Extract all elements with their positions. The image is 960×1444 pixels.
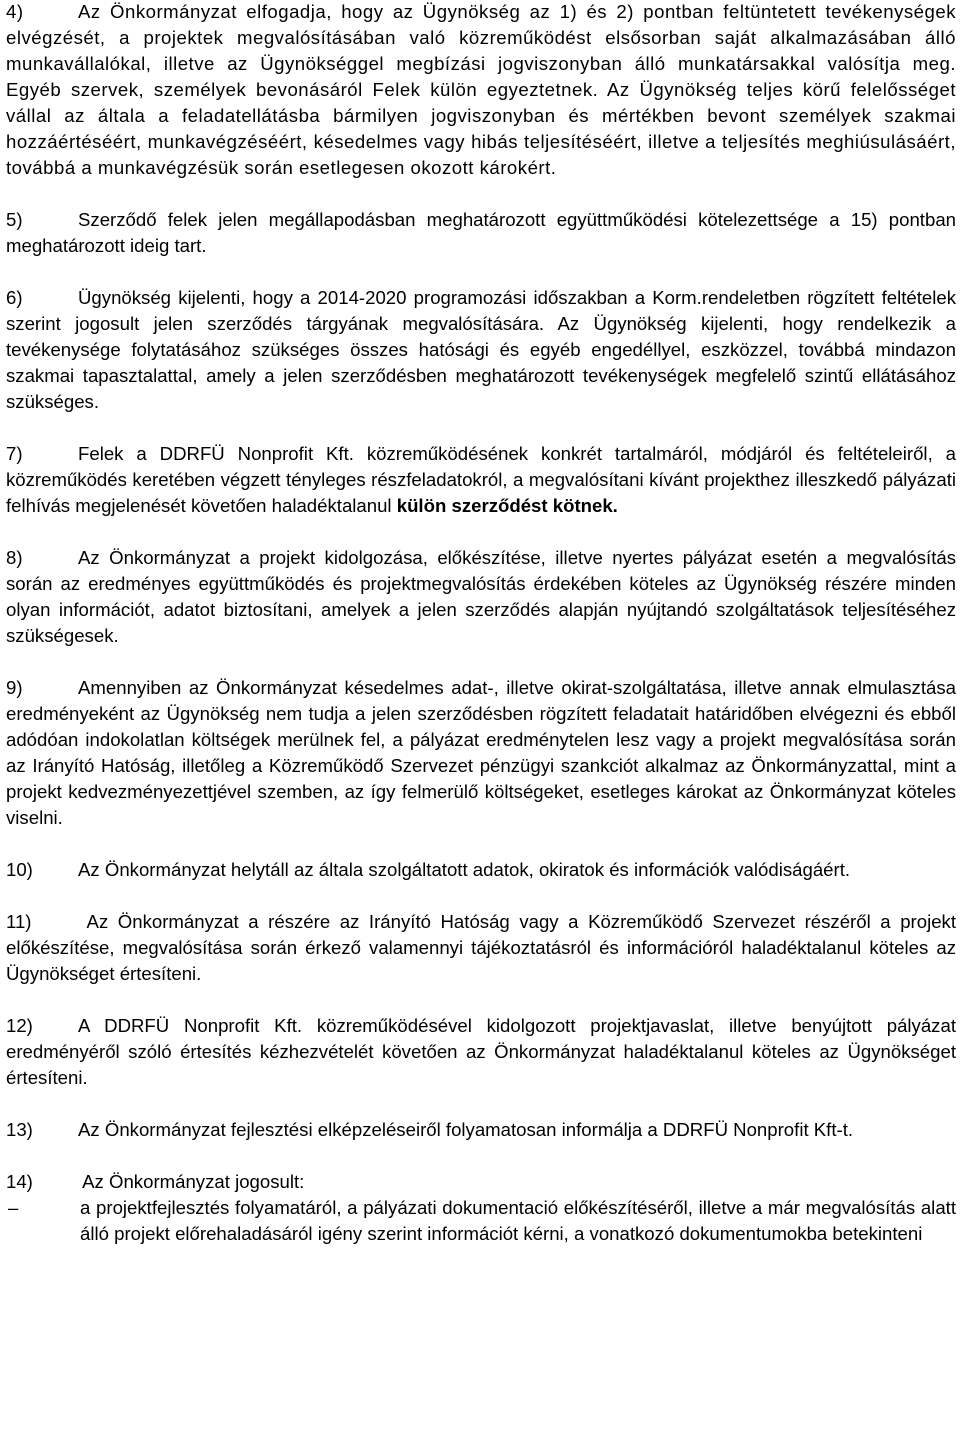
paragraph-number: 9) (6, 677, 23, 698)
paragraph-number: 13) (6, 1119, 33, 1140)
paragraph-number: 4) (6, 1, 24, 22)
paragraph-6 (6, 285, 956, 415)
paragraph-number: 5) (6, 209, 23, 230)
paragraph-number: 12) (6, 1015, 33, 1036)
paragraph-text: Az Önkormányzat elfogadja, hogy az Ügynökség az 1) és 2) pontban feltüntetett tevékenységek elvégzését, a projektek megvalósításában való közreműködést elsősorban saját alkalmazásában álló munkavállalókal, illetve az Ügynökséggel megbízási jogviszonyban álló munkatársakkal valósítja meg. Egyéb szervek, személyek bevonásáról Felek külön egyeztetnek. (6, 1, 956, 100)
paragraph-text: Szerződő felek jelen megállapodásban meghatározott együttműködési kötelezettsége a 15) pontban meghatározott ideig tart. (6, 209, 956, 256)
paragraph-text: Felek a DDRFÜ Nonprofit Kft. közreműködésének konkrét tartalmáról, módjáról és feltételeiről, a közreműködés keretében végzett tényleges részfeladatokról, a megvalósítani kívánt projekthez illeszkedő pályázati felhívás megjelenését követően haladéktalanul (6, 443, 956, 516)
paragraph-9 (6, 675, 956, 831)
paragraph-text: Az Önkormányzat a részére az Irányító Hatóság vagy a Közreműködő Szervezet részéről a projekt előkészítése, megvalósítása során érkező valamennyi tájékoztatásról és információról haladéktalanul köteles az Ügynökséget értesíteni. (6, 911, 956, 984)
list-item (6, 1195, 956, 1247)
paragraph-bold-text: külön szerződést kötnek. (396, 495, 618, 516)
paragraph-text: A DDRFÜ Nonprofit Kft. közreműködésével kidolgozott projektjavaslat, illetve benyújtott pályázat eredményéről szóló értesítés kézhezvételét követően az Önkormányzat haladéktalanul köteles az Ügynökséget értesíteni. (6, 1015, 956, 1088)
list-item-text: a projektfejlesztés folyamatáról, a pályázati dokumentació előkészítéséről, illetve a már megvalósítás alatt álló projekt előrehaladásáról igény szerint információt kérni, a vonatkozó dokumentumokba betekinteni (80, 1197, 956, 1244)
paragraph-text: Amennyiben az Önkormányzat késedelmes adat-, illetve okirat-szolgáltatása, illetve annak elmulasztása eredményeként az Ügynökség nem tudja a jelen szerződésben rögzített feladatait határidőben elvégezni és ebből adódóan indokolatlan költségek merülnek fel, a pályázat eredménytelen lesz vagy a projekt megvalósítása során az Irányító Hatóság, illetőleg a Közreműködő Szervezet pénzügyi szankciót alkalmaz az Önkormányzattal, mint a projekt kedvezményezettjével szemben, az így felmerülő költségeket, esetleges károkat az Önkormányzat köteles viselni. (6, 677, 956, 828)
paragraph-text: Az Önkormányzat a projekt kidolgozása, előkészítése, illetve nyertes pályázat esetén a megvalósítás során az eredményes együttműködés és projektmegvalósítás érdekében köteles az Ügynökség részére minden olyan információt, adatot biztosítani, amelyek a jelen szerződés alapján nyújtandó szolgáltatások teljesítéséhez szükségesek. (6, 547, 956, 646)
paragraph-number: 6) (6, 287, 23, 308)
paragraph-12 (6, 1013, 956, 1091)
paragraph-text: Az Önkormányzat jogosult: (78, 1171, 305, 1192)
paragraph-number: 14) (6, 1171, 33, 1192)
paragraph-14 (6, 1169, 956, 1247)
paragraph-10 (6, 857, 956, 883)
paragraph-number: 8) (6, 547, 23, 568)
paragraph-14-lead (6, 1169, 956, 1195)
paragraph-text-continued: Az Ügynökség teljes körű felelősséget vállal az általa a feladatellátásba bármilyen jogviszonyban és mértékben bevont személyek szakmai hozzáértéséért, munkavégzéséért, késedelmes vagy hibás teljesítéséért, illetve a teljesítés meghiúsulásáért, továbbá a munkavégzésük során esetlegesen okozott károkért. (6, 79, 956, 178)
paragraph-text: Az Önkormányzat fejlesztési elképzeléseiről folyamatosan informálja a DDRFÜ Nonprofit Kft-t. (78, 1119, 854, 1140)
paragraph-5 (6, 207, 956, 259)
paragraph-number: 10) (6, 859, 33, 880)
paragraph-8 (6, 545, 956, 649)
paragraph-11 (6, 909, 956, 987)
paragraph-number: 7) (6, 443, 23, 464)
dash-bullet-icon: – (8, 1197, 19, 1218)
paragraph-7 (6, 441, 956, 519)
paragraph-13 (6, 1117, 956, 1143)
paragraph-text: Az Önkormányzat helytáll az általa szolgáltatott adatok, okiratok és információk valódiságáért. (78, 859, 851, 880)
paragraph-number: 11) (6, 911, 32, 932)
paragraph-text: Ügynökség kijelenti, hogy a 2014-2020 programozási időszakban a Korm.rendeletben rögzített feltételek szerint jogosult jelen szerződés tárgyának megvalósítására. Az Ügynökség kijelenti, hogy rendelkezik a tevékenysége folytatásához szükséges összes hatósági és egyéb engedéllyel, eszközzel, továbbá mindazon szakmai tapasztalattal, amely a jelen szerződésben meghatározott tevékenységek megfelelő szintű ellátásához szükséges. (6, 287, 956, 412)
paragraph-4 (6, 0, 956, 181)
